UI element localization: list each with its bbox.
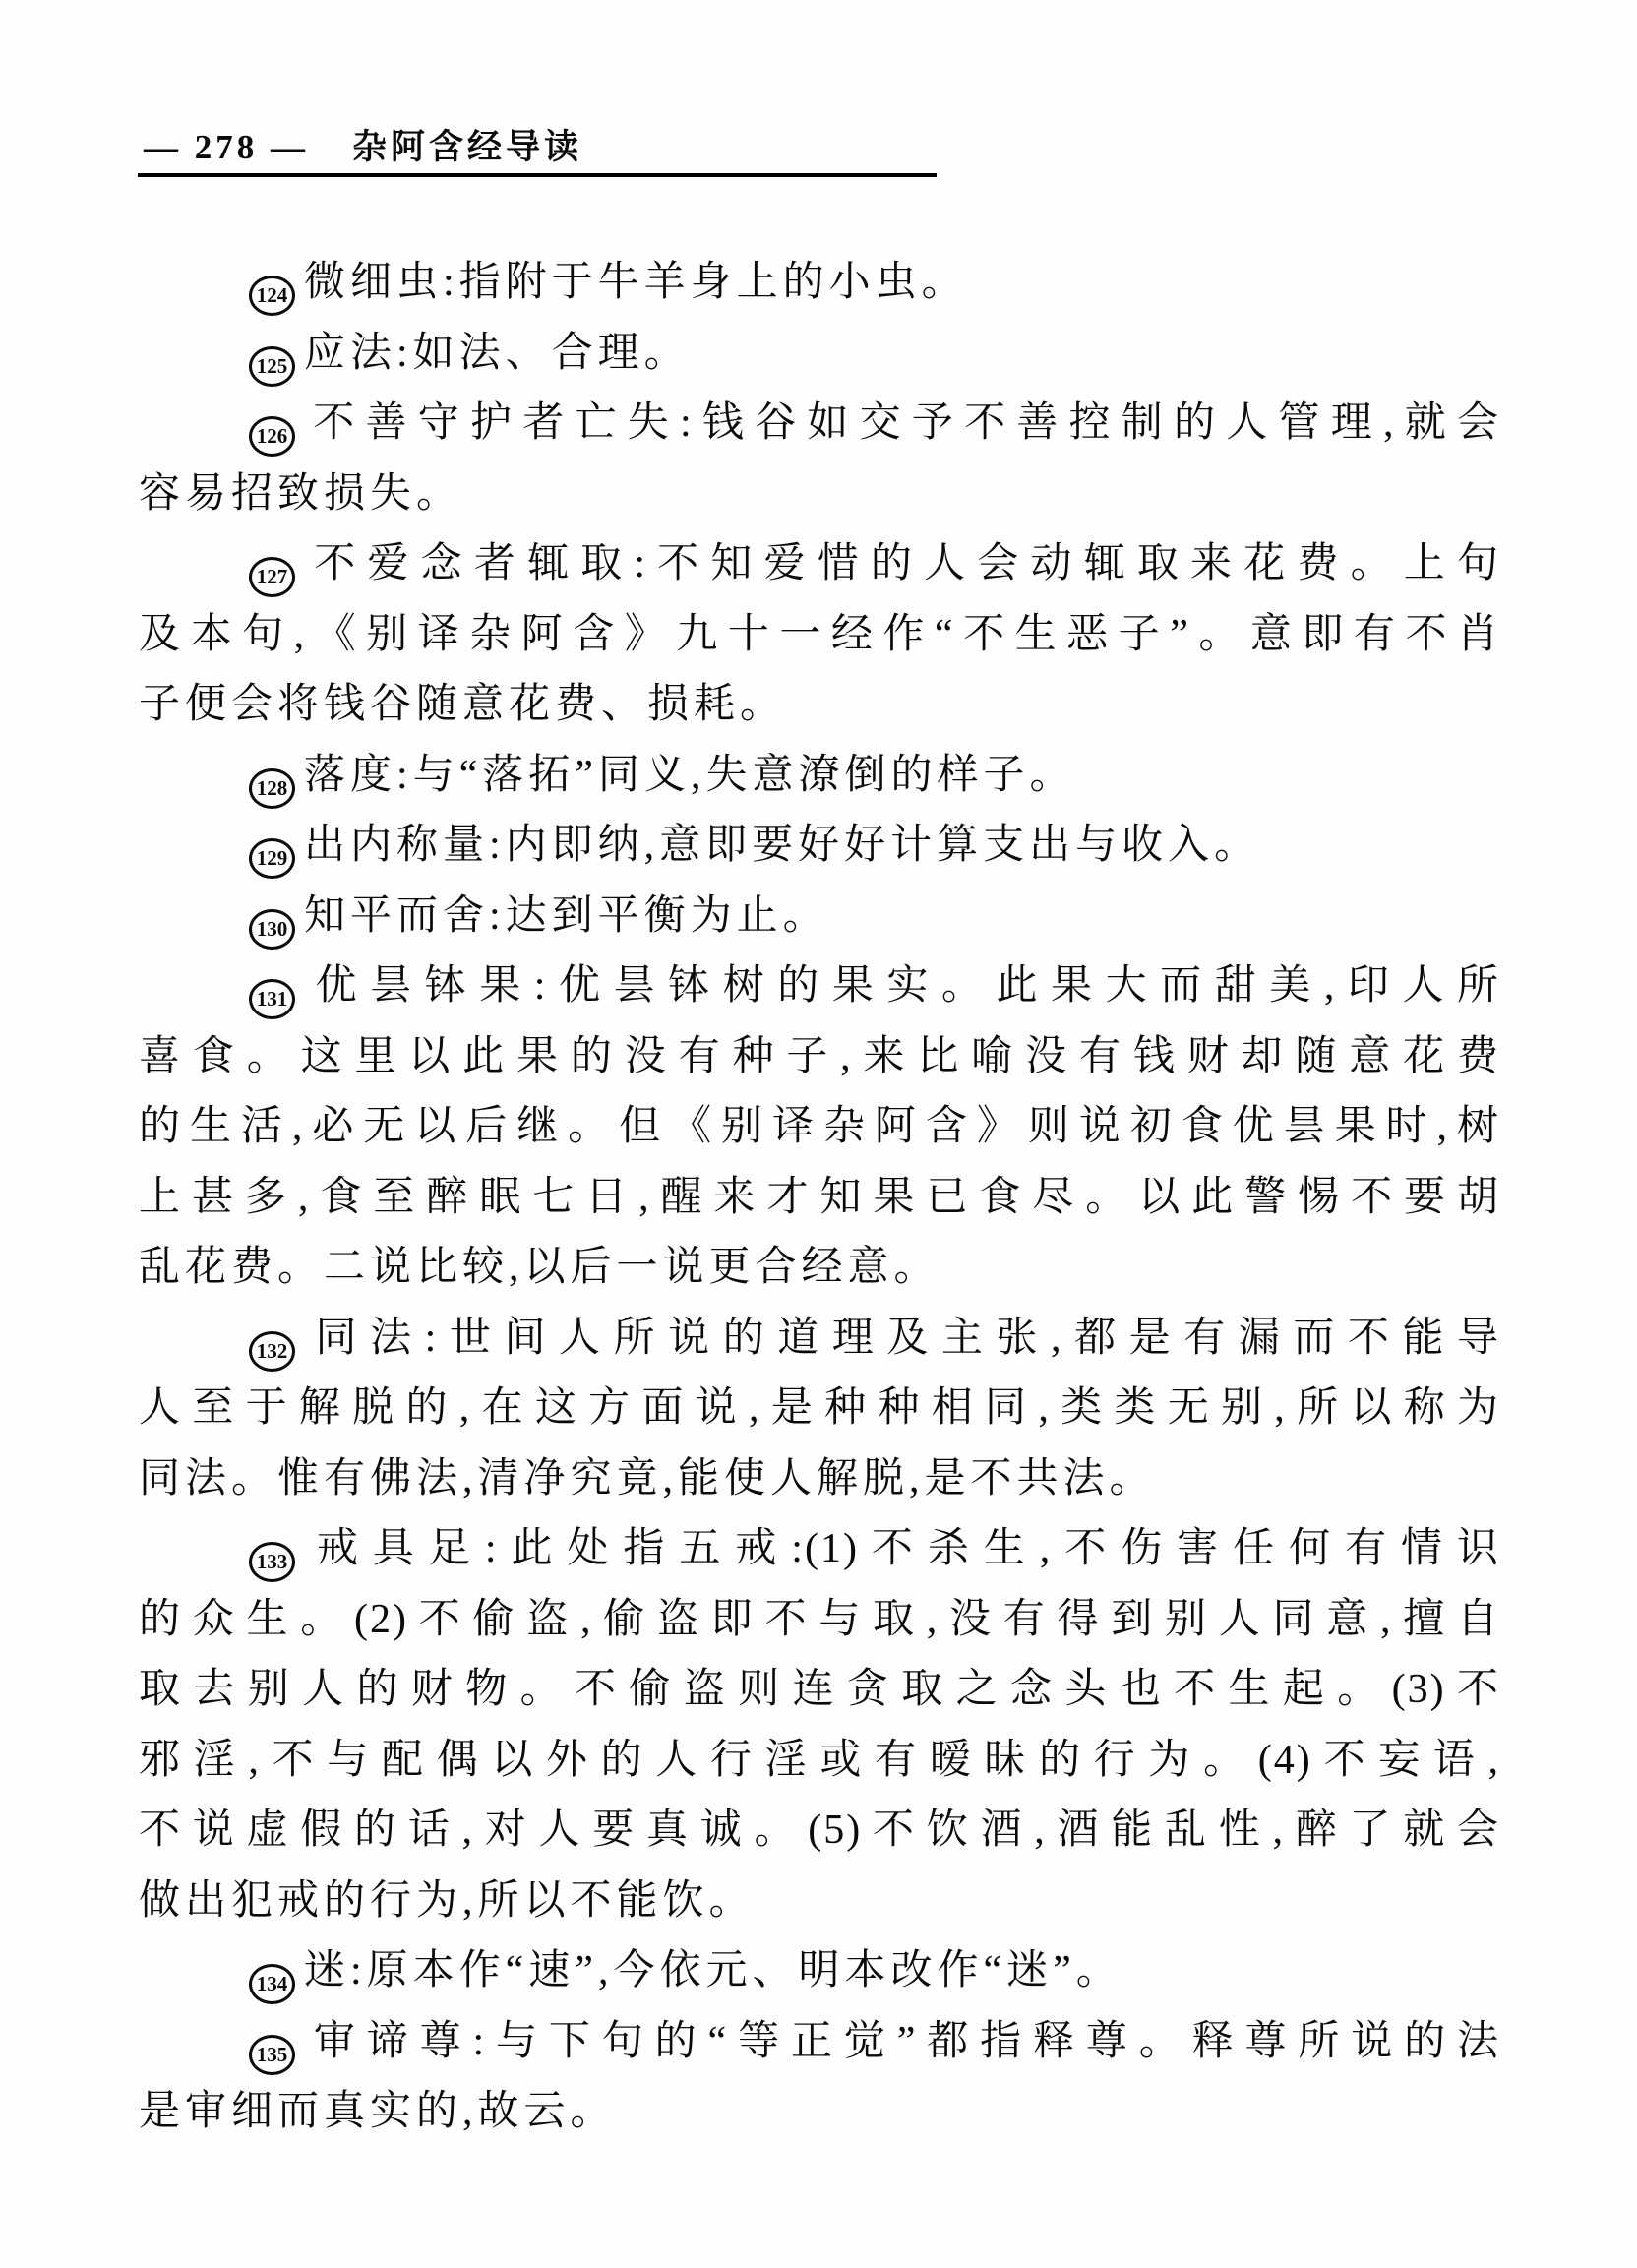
note-first-line (139, 1304, 1500, 1375)
note-number-badge: 130 (249, 909, 295, 950)
note-text: 是审细而真实的,故云。 (139, 2089, 617, 2134)
note-text: 出内称量:内即纳,意即要好好计算支出与收入。 (304, 823, 1261, 868)
note-first-line (139, 248, 1500, 319)
page-number: — 278 — (144, 128, 309, 166)
note-first-line (139, 811, 1500, 882)
note-text: 落度:与“落拓”同义,失意潦倒的样子。 (304, 752, 1076, 798)
note-text: 戒具足:此处指五戒:(1)不杀生,不伤害任何有情识 (304, 1526, 1500, 1571)
note-line (139, 1022, 1500, 1093)
note-line (139, 1092, 1500, 1163)
note-text: 的众生。(2)不偷盗,偷盗即不与取,没有得到别人同意,擅自 (139, 1596, 1500, 1642)
note-number-badge: 135 (249, 2035, 295, 2075)
note-number-badge: 132 (249, 1331, 295, 1372)
header-rule (138, 173, 937, 177)
note-number-badge: 129 (249, 838, 295, 879)
note-line (139, 670, 1500, 741)
note-text: 喜食。这里以此果的没有种子,来比喻没有钱财却随意花费 (139, 1033, 1500, 1079)
note-first-line (139, 529, 1500, 600)
note-text: 审谛尊:与下句的“等正觉”都指释尊。释尊所说的法 (304, 2018, 1500, 2064)
note-first-line (139, 741, 1500, 812)
note-text: 做出犯戒的行为,所以不能饮。 (139, 1877, 756, 1924)
note-number-badge: 125 (249, 346, 295, 387)
note-text: 同法:世间人所说的道理及主张,都是有漏而不能导 (304, 1315, 1500, 1361)
note-number-badge: 134 (249, 1964, 295, 2004)
note-line (139, 460, 1500, 530)
note-number-badge: 131 (249, 979, 295, 1019)
note-number-badge: 128 (249, 768, 295, 809)
note-text: 人至于解脱的,在这方面说,是种种相同,类类无别,所以称为 (139, 1385, 1500, 1431)
note-line (139, 1374, 1500, 1444)
note-number-badge: 127 (249, 557, 295, 597)
note-text: 不善守护者亡失:钱谷如交予不善控制的人管理,就会 (304, 400, 1500, 446)
note-text: 不说虚假的话,对人要真诚。(5)不饮酒,酒能乱性,醉了就会 (139, 1808, 1500, 1853)
annotations-list (139, 248, 1500, 2148)
note-text: 上甚多,食至醉眠七日,醒来才知果已食尽。以此警惕不要胡 (139, 1174, 1500, 1220)
note-text: 不爱念者辄取:不知爱惜的人会动辄取来花费。上句 (304, 541, 1500, 586)
note-line (139, 1444, 1500, 1515)
note-line (139, 600, 1500, 671)
note-text: 子便会将钱谷随意花费、损耗。 (139, 682, 787, 727)
note-first-line (139, 1936, 1500, 2007)
note-line (139, 1655, 1500, 1726)
note-text: 乱花费。二说比较,以后一说更合经意。 (139, 1245, 940, 1290)
note-line (139, 1163, 1500, 1234)
note-line (139, 1726, 1500, 1797)
note-first-line (139, 389, 1500, 460)
note-first-line (139, 2007, 1500, 2078)
note-text: 优昙钵果:优昙钵树的果实。此果大而甜美,印人所 (304, 963, 1500, 1009)
note-text: 知平而舍:达到平衡为止。 (304, 892, 829, 939)
note-number-badge: 133 (249, 1542, 295, 1582)
note-line (139, 1796, 1500, 1867)
note-first-line (139, 882, 1500, 952)
note-text: 同法。惟有佛法,清净究竟,能使人解脱,是不共法。 (139, 1455, 1156, 1502)
note-text: 容易招致损失。 (139, 470, 463, 517)
note-line (139, 1585, 1500, 1656)
note-text: 迷:原本作“速”,今依元、明本改作“迷”。 (304, 1948, 1122, 1993)
note-first-line (139, 319, 1500, 390)
note-text: 邪淫,不与配偶以外的人行淫或有暧昧的行为。(4)不妄语, (139, 1737, 1500, 1783)
note-number-badge: 126 (249, 416, 295, 457)
note-text: 的生活,必无以后继。但《别译杂阿含》则说初食优昙果时,树 (139, 1104, 1500, 1149)
note-line (139, 2077, 1500, 2148)
note-line (139, 1867, 1500, 1937)
note-first-line (139, 951, 1500, 1022)
book-title: 杂阿含经导读 (352, 128, 583, 166)
note-text: 微细虫:指附于牛羊身上的小虫。 (304, 260, 968, 305)
note-text: 及本句,《别译杂阿含》九十一经作“不生恶子”。意即有不肖 (139, 611, 1500, 657)
note-text: 应法:如法、合理。 (304, 330, 691, 376)
page-header (144, 120, 582, 169)
note-text: 取去别人的财物。不偷盗则连贪取之念头也不生起。(3)不 (139, 1667, 1500, 1712)
note-number-badge: 124 (249, 276, 295, 316)
note-first-line (139, 1514, 1500, 1585)
note-line (139, 1233, 1500, 1304)
